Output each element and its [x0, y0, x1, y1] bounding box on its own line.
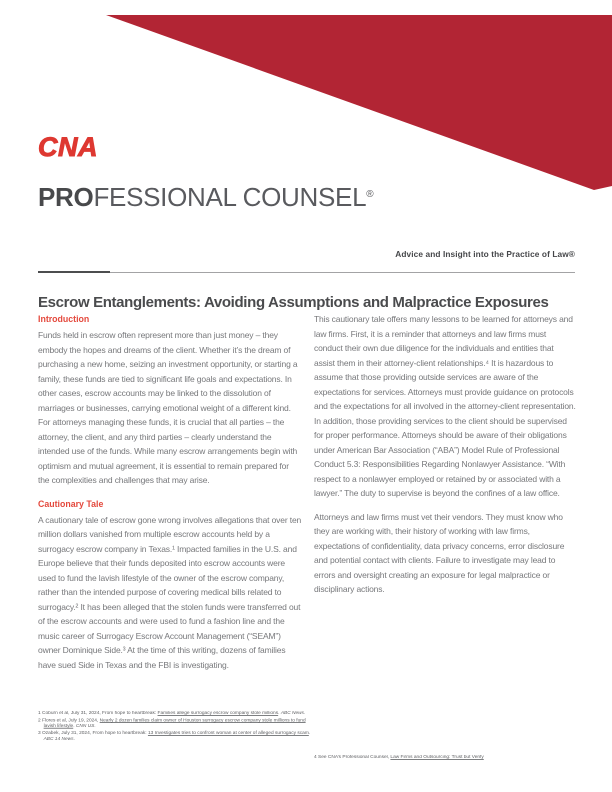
- publication-tagline: Advice and Insight into the Practice of Law®: [395, 249, 575, 259]
- footnote-1-text: Coburn et al, July 31, 2024, From hope to heartbreak:: [40, 711, 158, 716]
- vendor-vetting-paragraph: Attorneys and law firms must vet their vendors. They must know who they are working with, their history of working with law firms, expectations of confidentiality, data privacy concerns, error disclosure and potential contact with clients. Failure to investigate may lead to errors and oversight creating an exposure for legal malpractice or disciplinary actions.: [314, 511, 565, 594]
- footnote-3-text: Ozabek, July 31, 2024, From hope to heartbreak:: [40, 731, 148, 736]
- footnotes-left: [38, 711, 312, 744]
- footnote-2-end: .: [94, 723, 96, 729]
- footnote-3-source: ABC 14 News: [43, 736, 74, 742]
- footnote-3-link[interactable]: 13 Investigates tries to confront woman at center of alleged surrogacy scam: [147, 731, 309, 736]
- footnote-1-end: .: [304, 711, 306, 716]
- footnote-1-separator: .: [278, 711, 281, 716]
- cna-logo: CNA: [38, 132, 98, 162]
- header-rule-accent: [38, 271, 110, 273]
- footnote-1-link[interactable]: Families allege surrogacy escrow company stole millions: [157, 711, 279, 716]
- footnote-2-text: Flores et al, July 19, 2024,: [40, 718, 100, 723]
- footnote-1: [38, 711, 312, 717]
- footnote-2-number: 2: [38, 718, 41, 723]
- footnote-3-separator: .: [308, 731, 311, 736]
- footnote-4: [314, 755, 484, 761]
- introduction-paragraph: Funds held in escrow often represent more than just money – they embody the hopes and dreams of the client. Whether it’s the dream of purchasing a new home, seizing an investment opportunity, or starting a family, these funds are tied to significant life goals and expectations. In other cases, escrow accounts may be linked to the dissolution of marriages or businesses, carrying emotional weight of a different kind. For attorneys managing these funds, it is crucial that all parties – the attorney, the client, and any third parties – clearly understand the intended use of the funds. While many escrow arrangements begin with optimism and mutual agreement, it is essential to remain prepared for the complexities and challenges that may arise.: [38, 330, 298, 485]
- section-heading-cautionary-tale: Cautionary Tale: [38, 498, 104, 509]
- cautionary-tale-paragraph: A cautionary tale of escrow gone wrong involves allegations that over ten million dollars vanished from multiple escrow accounts held by a surrogacy escrow company in Texas.¹ Impacted families in the U.S. and Europe believe that their funds deposited into escrow accounts were used to fund the lavish lifestyle of the owner of the escrow company, rather than the intended purpose of covering medical bills related to surrogacy.² It has been alleged that the stolen funds were transferred out of the escrow accounts and were used to fund a fashion line and the music career of Surrogacy Escrow Account Management (“SEAM”) owner Dominique Side.³ At the time of this writing, dozens of families have sued Side in Texas and the FBI is investigating.: [38, 514, 302, 670]
- wordmark-pro: PRO: [38, 182, 94, 212]
- footnote-1-source: ABC News: [280, 711, 305, 716]
- footnote-2-link[interactable]: Nearly 2 dozen families claim owner of Houston surrogacy escrow company stole millions to fund lavish lifestyle: [43, 718, 306, 729]
- footnote-3-number: 3: [38, 731, 41, 736]
- publication-wordmark: [38, 182, 373, 213]
- right-column: [314, 312, 576, 606]
- registered-trademark-symbol: ®: [366, 189, 374, 200]
- corner-triangle-decoration: [0, 0, 612, 200]
- article-title: Escrow Entanglements: Avoiding Assumptions and Malpractice Exposures: [38, 294, 549, 312]
- section-heading-introduction: Introduction: [38, 314, 90, 324]
- left-column: [38, 312, 302, 681]
- footnote-3-end: .: [73, 736, 75, 742]
- footnote-1-number: 1: [38, 711, 41, 716]
- footnote-4-link[interactable]: Law Firms and Outsourcing: Trust but Verify: [390, 755, 484, 760]
- footnote-4-text: See CNA’s Professional Counsel,: [316, 755, 391, 760]
- footnote-2: [38, 718, 312, 729]
- lessons-paragraph: This cautionary tale offers many lessons to be learned for attorneys and law firms. First, it is a reminder that attorneys and law firms must conduct their own due diligence for the individuals and entities that assist them in their attorney-client relationships.⁴ It is hazardous to assume that those providing outside services are aware of the expectations for services. Attorneys must provide guidance on protocols and the expectations for all involved in the attorney-client representation. In addition, those providing services to the client should be supervised for proper performance. Attorneys should be aware of their obligations under American Bar Association (“ABA”) Model Rule of Professional Conduct 5.3: Responsibilities Regarding Nonlawyer Assistance. “With respect to a nonlawyer employed or retained by or associated with a lawyer.” The duty to supervise is beyond the confines of a law office.: [314, 314, 576, 498]
- footnote-4-number: 4: [314, 755, 317, 760]
- header-rule: [38, 272, 575, 273]
- footnote-3: [38, 731, 312, 742]
- wordmark-fessional-counsel: FESSIONAL COUNSEL: [93, 182, 367, 212]
- footnote-2-source: CNN US: [75, 723, 95, 729]
- footnote-2-separator: .: [73, 723, 76, 729]
